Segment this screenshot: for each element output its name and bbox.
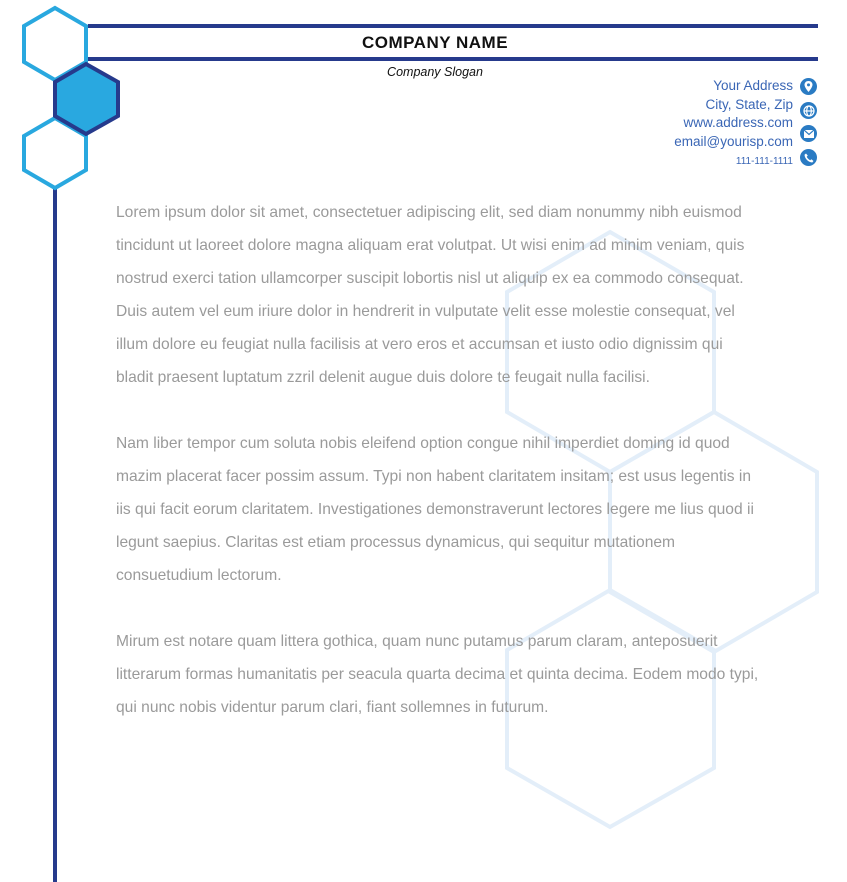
logo-hexagon-middle bbox=[55, 64, 118, 134]
contact-phone: 111-111-1111 bbox=[735, 156, 793, 167]
contact-website[interactable]: www.address.com bbox=[683, 115, 793, 130]
body-paragraph: Nam liber tempor cum soluta nobis eleifend option congue nihil imperdiet doming id quod mazim placerat facer possim assum. Typi non habent claritatem insitam; est usus legentis in iis qui facit eorum claritatem. Investigationes demonstraverunt lectores legere me lius quod ii legunt saepius. Claritas est etiam processus dynamicus, qui sequitur mutationem consuetudium lectorum. bbox=[116, 435, 754, 584]
company-name: COMPANY NAME bbox=[361, 33, 509, 52]
body-paragraph: Mirum est notare quam littera gothica, quam nunc putamus parum claram, anteposuerit litterarum formas humanitatis per seacula quarta decima et quinta decima. Eodem modo typi, qui nunc nobis videntur parum clari, fiant sollemnes in futurum. bbox=[116, 633, 759, 716]
contact-email[interactable]: email@yourisp.com bbox=[674, 133, 793, 149]
location-pin-icon bbox=[800, 78, 817, 95]
globe-icon bbox=[800, 102, 817, 119]
phone-icon bbox=[800, 149, 817, 166]
contact-city: City, State, Zip bbox=[705, 96, 793, 112]
contact-block bbox=[674, 77, 793, 173]
header-top-line bbox=[88, 24, 818, 28]
header-bottom-line bbox=[88, 57, 818, 61]
body-paragraph: Lorem ipsum dolor sit amet, consectetuer adipiscing elit, sed diam nonummy nibh euismod tincidunt ut laoreet dolore magna aliquam erat volutpat. Ut wisi enim ad minim veniam, quis nostrud exerci tation ullamcorper suscipit lobortis nisl ut aliquip ex ea commodo consequat. Duis autem vel eum iriure dolor in hendrerit in vulputate velit esse molestie consequat, vel illum dolore eu feugiat nulla facilisis at vero eros et accumsan et iusto odio dignissim qui bladit praesent luptatum zzril delenit augue duis dolore te feugait nulla facilisi. bbox=[116, 204, 745, 386]
contact-address: Your Address bbox=[713, 78, 793, 93]
logo-hexagons bbox=[0, 0, 130, 200]
company-slogan: Company Slogan bbox=[387, 65, 483, 79]
letter-body bbox=[116, 196, 761, 757]
left-vertical-line bbox=[53, 186, 57, 882]
envelope-icon bbox=[800, 125, 817, 142]
